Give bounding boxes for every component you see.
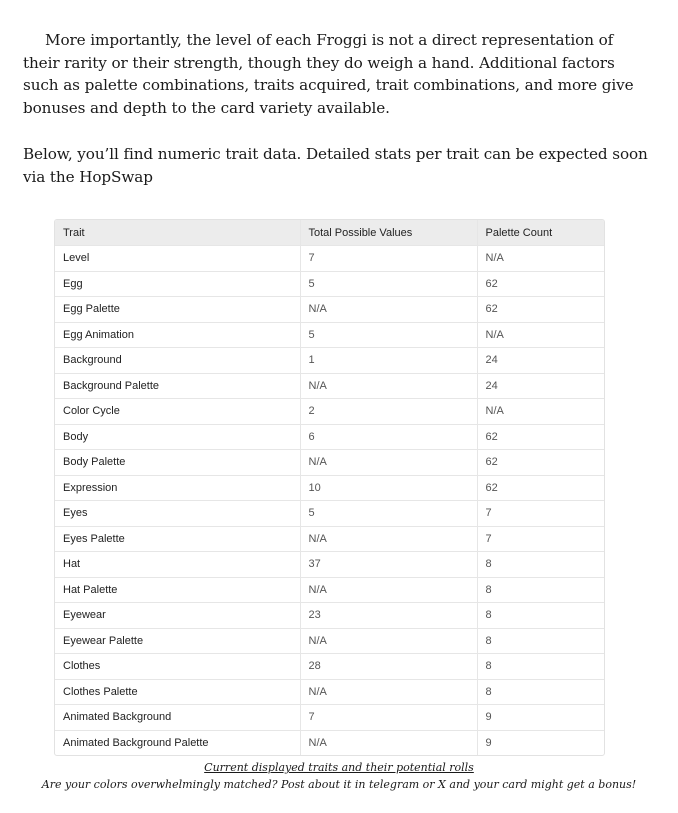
palette-count-cell: 8	[477, 577, 604, 603]
trait-cell: Hat Palette	[55, 577, 300, 603]
palette-count-cell: N/A	[477, 322, 604, 348]
table-caption: Current displayed traits and their potential rolls	[204, 761, 474, 774]
palette-count-cell: 8	[477, 603, 604, 629]
palette-count-cell: 62	[477, 475, 604, 501]
header-trait: Trait	[55, 220, 300, 246]
trait-cell: Animated Background Palette	[55, 730, 300, 755]
trait-cell: Background Palette	[55, 373, 300, 399]
trait-cell: Eyewear	[55, 603, 300, 629]
palette-count-cell: 7	[477, 501, 604, 527]
palette-count-cell: 9	[477, 730, 604, 755]
table-row	[55, 705, 604, 731]
trait-cell: Clothes Palette	[55, 679, 300, 705]
table-row	[55, 475, 604, 501]
total-values-cell: N/A	[300, 679, 477, 705]
table-row	[55, 628, 604, 654]
total-values-cell: 2	[300, 399, 477, 425]
total-values-cell: 28	[300, 654, 477, 680]
table-row	[55, 501, 604, 527]
trait-cell: Egg Animation	[55, 322, 300, 348]
total-values-cell: N/A	[300, 297, 477, 323]
total-values-cell: N/A	[300, 730, 477, 755]
table-row	[55, 552, 604, 578]
palette-count-cell: 8	[477, 654, 604, 680]
trait-cell: Egg	[55, 271, 300, 297]
trait-cell: Animated Background	[55, 705, 300, 731]
palette-count-cell: 8	[477, 628, 604, 654]
trait-table	[55, 220, 604, 755]
palette-count-cell: 62	[477, 424, 604, 450]
table-row	[55, 526, 604, 552]
table-row	[55, 730, 604, 755]
trait-cell: Body	[55, 424, 300, 450]
table-header-row	[55, 220, 604, 246]
table-row	[55, 577, 604, 603]
total-values-cell: N/A	[300, 577, 477, 603]
trait-data-paragraph: Below, you’ll find numeric trait data. Detailed stats per trait can be expected soon via the HopSwap	[23, 145, 648, 186]
palette-count-cell: 62	[477, 450, 604, 476]
trait-cell: Body Palette	[55, 450, 300, 476]
total-values-cell: 23	[300, 603, 477, 629]
table-row	[55, 424, 604, 450]
total-values-cell: 10	[300, 475, 477, 501]
header-total-possible-values: Total Possible Values	[300, 220, 477, 246]
trait-cell: Level	[55, 246, 300, 272]
trait-cell: Clothes	[55, 654, 300, 680]
header-palette-count: Palette Count	[477, 220, 604, 246]
trait-cell: Eyes	[55, 501, 300, 527]
palette-count-cell: 7	[477, 526, 604, 552]
total-values-cell: N/A	[300, 628, 477, 654]
table-row	[55, 297, 604, 323]
table-row	[55, 246, 604, 272]
palette-count-cell: 8	[477, 552, 604, 578]
table-row	[55, 654, 604, 680]
total-values-cell: 7	[300, 705, 477, 731]
trait-cell: Color Cycle	[55, 399, 300, 425]
trait-cell: Eyewear Palette	[55, 628, 300, 654]
total-values-cell: 5	[300, 271, 477, 297]
total-values-cell: 37	[300, 552, 477, 578]
palette-count-cell: 24	[477, 348, 604, 374]
palette-count-cell: N/A	[477, 246, 604, 272]
total-values-cell: 7	[300, 246, 477, 272]
palette-count-cell: N/A	[477, 399, 604, 425]
total-values-cell: 5	[300, 322, 477, 348]
trait-cell: Expression	[55, 475, 300, 501]
trait-cell: Background	[55, 348, 300, 374]
trait-cell: Egg Palette	[55, 297, 300, 323]
table-row	[55, 373, 604, 399]
table-row	[55, 399, 604, 425]
trait-table-container	[54, 219, 605, 756]
table-row	[55, 322, 604, 348]
table-row	[55, 679, 604, 705]
table-row	[55, 348, 604, 374]
table-row	[55, 603, 604, 629]
palette-count-cell: 9	[477, 705, 604, 731]
table-row	[55, 271, 604, 297]
palette-count-cell: 62	[477, 297, 604, 323]
palette-count-cell: 8	[477, 679, 604, 705]
total-values-cell: N/A	[300, 450, 477, 476]
intro-paragraph: More importantly, the level of each Froggi is not a direct representation of their rarity or their strength, though they do weigh a hand. Additional factors such as palette combinations, traits acquired, trait combinations, and more give bonuses and depth to the card variety available.	[23, 31, 634, 117]
total-values-cell: 6	[300, 424, 477, 450]
palette-count-cell: 62	[477, 271, 604, 297]
trait-cell: Hat	[55, 552, 300, 578]
total-values-cell: 1	[300, 348, 477, 374]
total-values-cell: 5	[300, 501, 477, 527]
palette-count-cell: 24	[477, 373, 604, 399]
table-row	[55, 450, 604, 476]
bonus-note: Are your colors overwhelmingly matched? Post about it in telegram or X and your card might get a bonus!	[41, 778, 637, 791]
trait-cell: Eyes Palette	[55, 526, 300, 552]
total-values-cell: N/A	[300, 373, 477, 399]
total-values-cell: N/A	[300, 526, 477, 552]
